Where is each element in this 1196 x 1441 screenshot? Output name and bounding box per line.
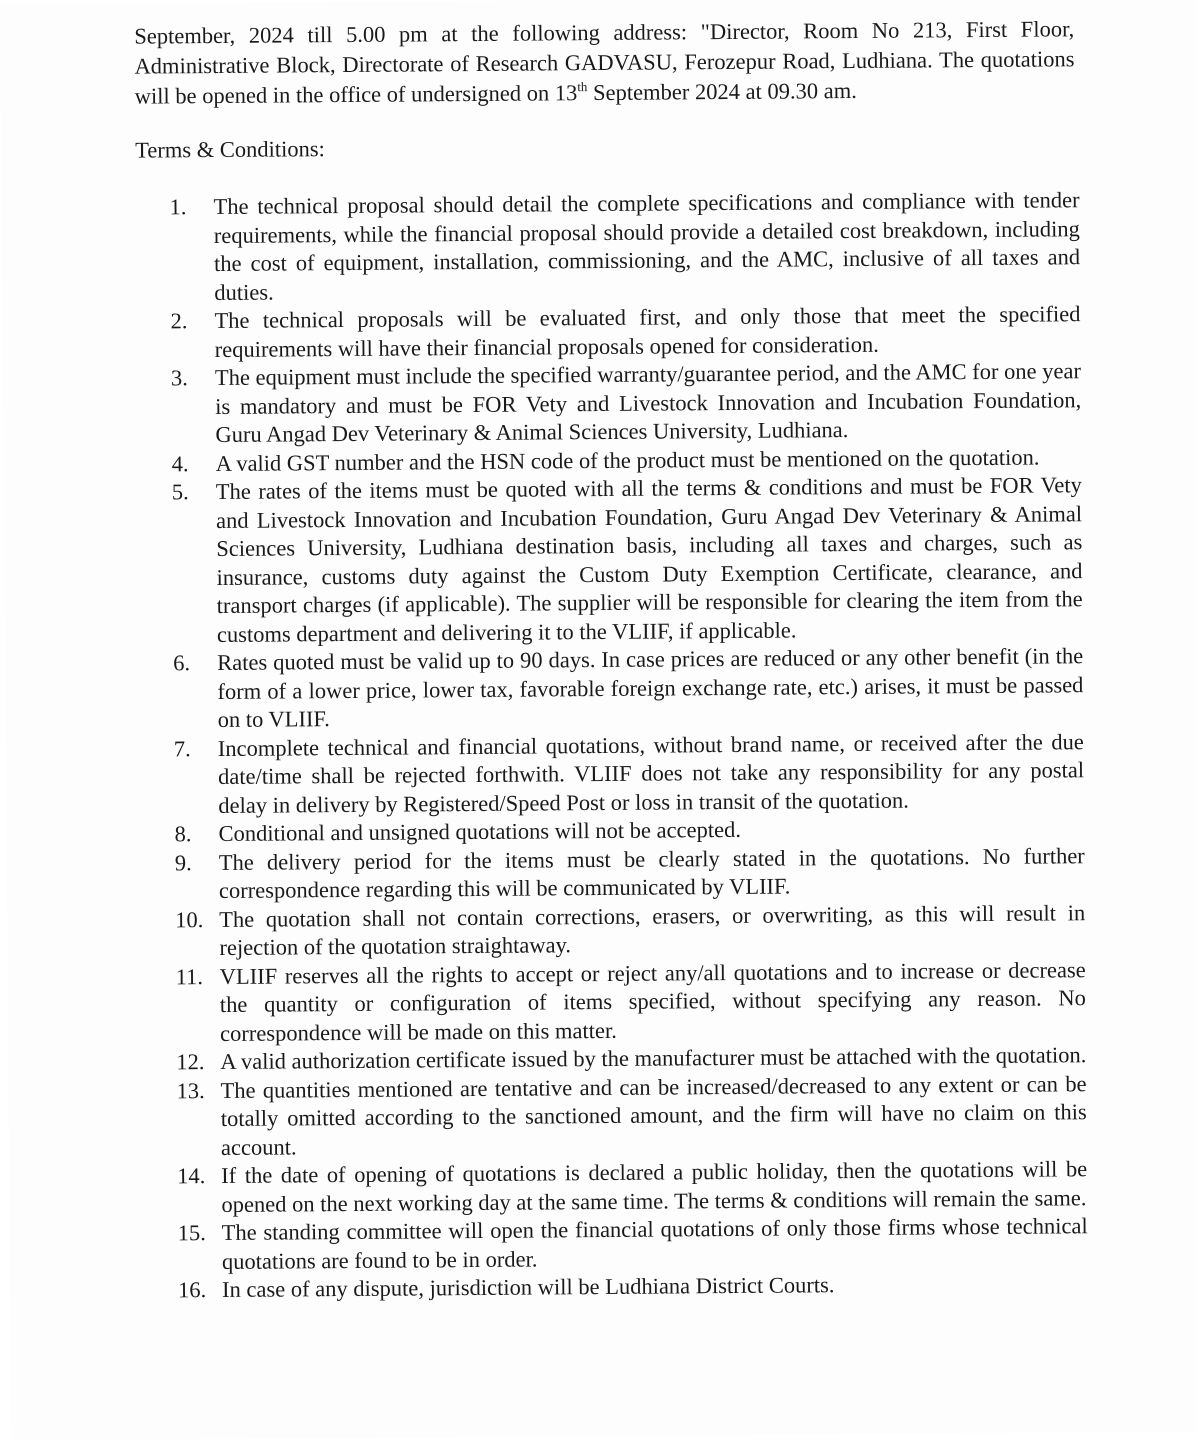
term-item xyxy=(175,899,1085,963)
term-item xyxy=(172,471,1083,649)
term-text: The standing committee will open the financial quotations of only those firms whose technical quotations are found to be in order. xyxy=(221,1213,1088,1274)
term-text: The technical proposals will be evaluated first, and only those that meet the specified requirements will have their financial proposals opened for consideration. xyxy=(214,301,1081,362)
term-item xyxy=(178,1269,1088,1305)
term-text: The delivery period for the items must be clearly stated in the quotations. No further correspondence regarding this will be communicated by VLIIF. xyxy=(218,842,1085,904)
term-item xyxy=(170,186,1081,307)
term-number: 4. xyxy=(171,450,189,476)
term-item xyxy=(177,1155,1087,1219)
term-number: 13. xyxy=(176,1077,205,1103)
term-text: The quantities mentioned are tentative and can be increased/decreased to any extent or can be totally omitted according to the sanctioned amount, and the firm will have no claim on this account. xyxy=(220,1070,1087,1160)
term-number: 16. xyxy=(178,1277,207,1303)
term-text: The rates of the items must be quoted with all the terms & conditions and must be FOR Vety and Livestock Innovation and Incubation Foundation, Guru Angad Dev Veterinary & Animal Sciences University, Ludhiana destination basis, including all taxes and charges, such as insurance, customs duty against the Custom Duty Exemption Certificate, clearance, and transport charges (if applicable). The supplier will be responsible for clearing the item from the customs department and delivering it to the VLIIF, if applicable. xyxy=(215,472,1083,647)
term-text: VLIIF reserves all the rights to accept or reject any/all quotations and to increase or decrease the quantity or configuration of items specified, without specifying any reason. No correspondence will be made on this matter. xyxy=(219,956,1086,1046)
term-number: 14. xyxy=(177,1163,206,1189)
term-number: 9. xyxy=(174,849,192,875)
term-number: 15. xyxy=(177,1220,206,1246)
term-item xyxy=(178,1212,1088,1276)
term-text: Rates quoted must be valid up to 90 days. In case prices are reduced or any other benefit (in the form of a lower price, lower tax, favorable foreign exchange rate, etc.) arises, it must be passed on to VLIIF. xyxy=(217,643,1084,733)
term-number: 5. xyxy=(171,479,189,505)
intro-text-part2: September 2024 at 09.30 am. xyxy=(587,77,857,106)
term-number: 7. xyxy=(173,735,191,761)
term-item xyxy=(176,956,1087,1049)
intro-text-part1: September, 2024 till 5.00 pm at the following address: "Director, Room No 213, First Floor, Administrative Block, Directorate of Research GADVASU, Ferozepur Road, Ludhiana. The quotations will be opened in the office of undersigned on 13 xyxy=(134,16,1075,109)
term-text: In case of any dispute, jurisdiction will be Ludhiana District Courts. xyxy=(222,1272,835,1302)
term-number: 2. xyxy=(170,308,188,334)
term-number: 10. xyxy=(175,906,204,932)
term-item xyxy=(170,300,1080,364)
term-number: 12. xyxy=(176,1049,205,1075)
term-text: If the date of opening of quotations is declared a public holiday, then the quotations will be opened on the next working day at the same time. The terms & conditions will remain the same. xyxy=(221,1156,1088,1217)
term-text: The quotation shall not contain corrections, erasers, or overwriting, as this will result in rejection of the quotation straightaway. xyxy=(219,899,1086,961)
term-number: 3. xyxy=(170,365,188,391)
term-text: The equipment must include the specified warranty/guarantee period, and the AMC for one year is mandatory and must be FOR Vety and Livestock Innovation and Incubation Foundation, Guru Angad Dev Veterinary & Animal Sciences University, Ludhiana. xyxy=(214,358,1082,448)
intro-paragraph xyxy=(134,14,1075,111)
term-text: The technical proposal should detail the complete specifications and compliance with tender requirements, while the financial proposal should provide a detailed cost breakdown, including the cost of equipment, installation, commissioning, and the AMC, inclusive of all taxes and duties. xyxy=(213,187,1081,305)
terms-heading: Terms & Conditions: xyxy=(135,136,325,163)
term-text: A valid GST number and the HSN code of the product must be mentioned on the quotation. xyxy=(215,444,1040,476)
term-text: Incomplete technical and financial quotations, without brand name, or received after the due date/time shall be rejected forthwith. VLIIF does not take any responsibility for any postal delay in delivery by Registered/Speed Post or loss in transit of the quotation. xyxy=(217,728,1085,818)
term-text: Conditional and unsigned quotations will not be accepted. xyxy=(218,816,742,847)
term-number: 1. xyxy=(169,194,187,220)
term-number: 6. xyxy=(173,650,191,676)
terms-list xyxy=(170,186,1089,1305)
date-superscript: th xyxy=(577,78,588,94)
term-item xyxy=(173,642,1084,735)
term-number: 11. xyxy=(175,963,204,989)
term-item xyxy=(175,842,1085,906)
term-number: 8. xyxy=(174,821,192,847)
term-item xyxy=(174,728,1085,821)
term-text: A valid authorization certificate issued by the manufacturer must be attached with the quotation. xyxy=(220,1042,1087,1074)
term-item xyxy=(176,1070,1087,1163)
term-item xyxy=(171,357,1082,450)
